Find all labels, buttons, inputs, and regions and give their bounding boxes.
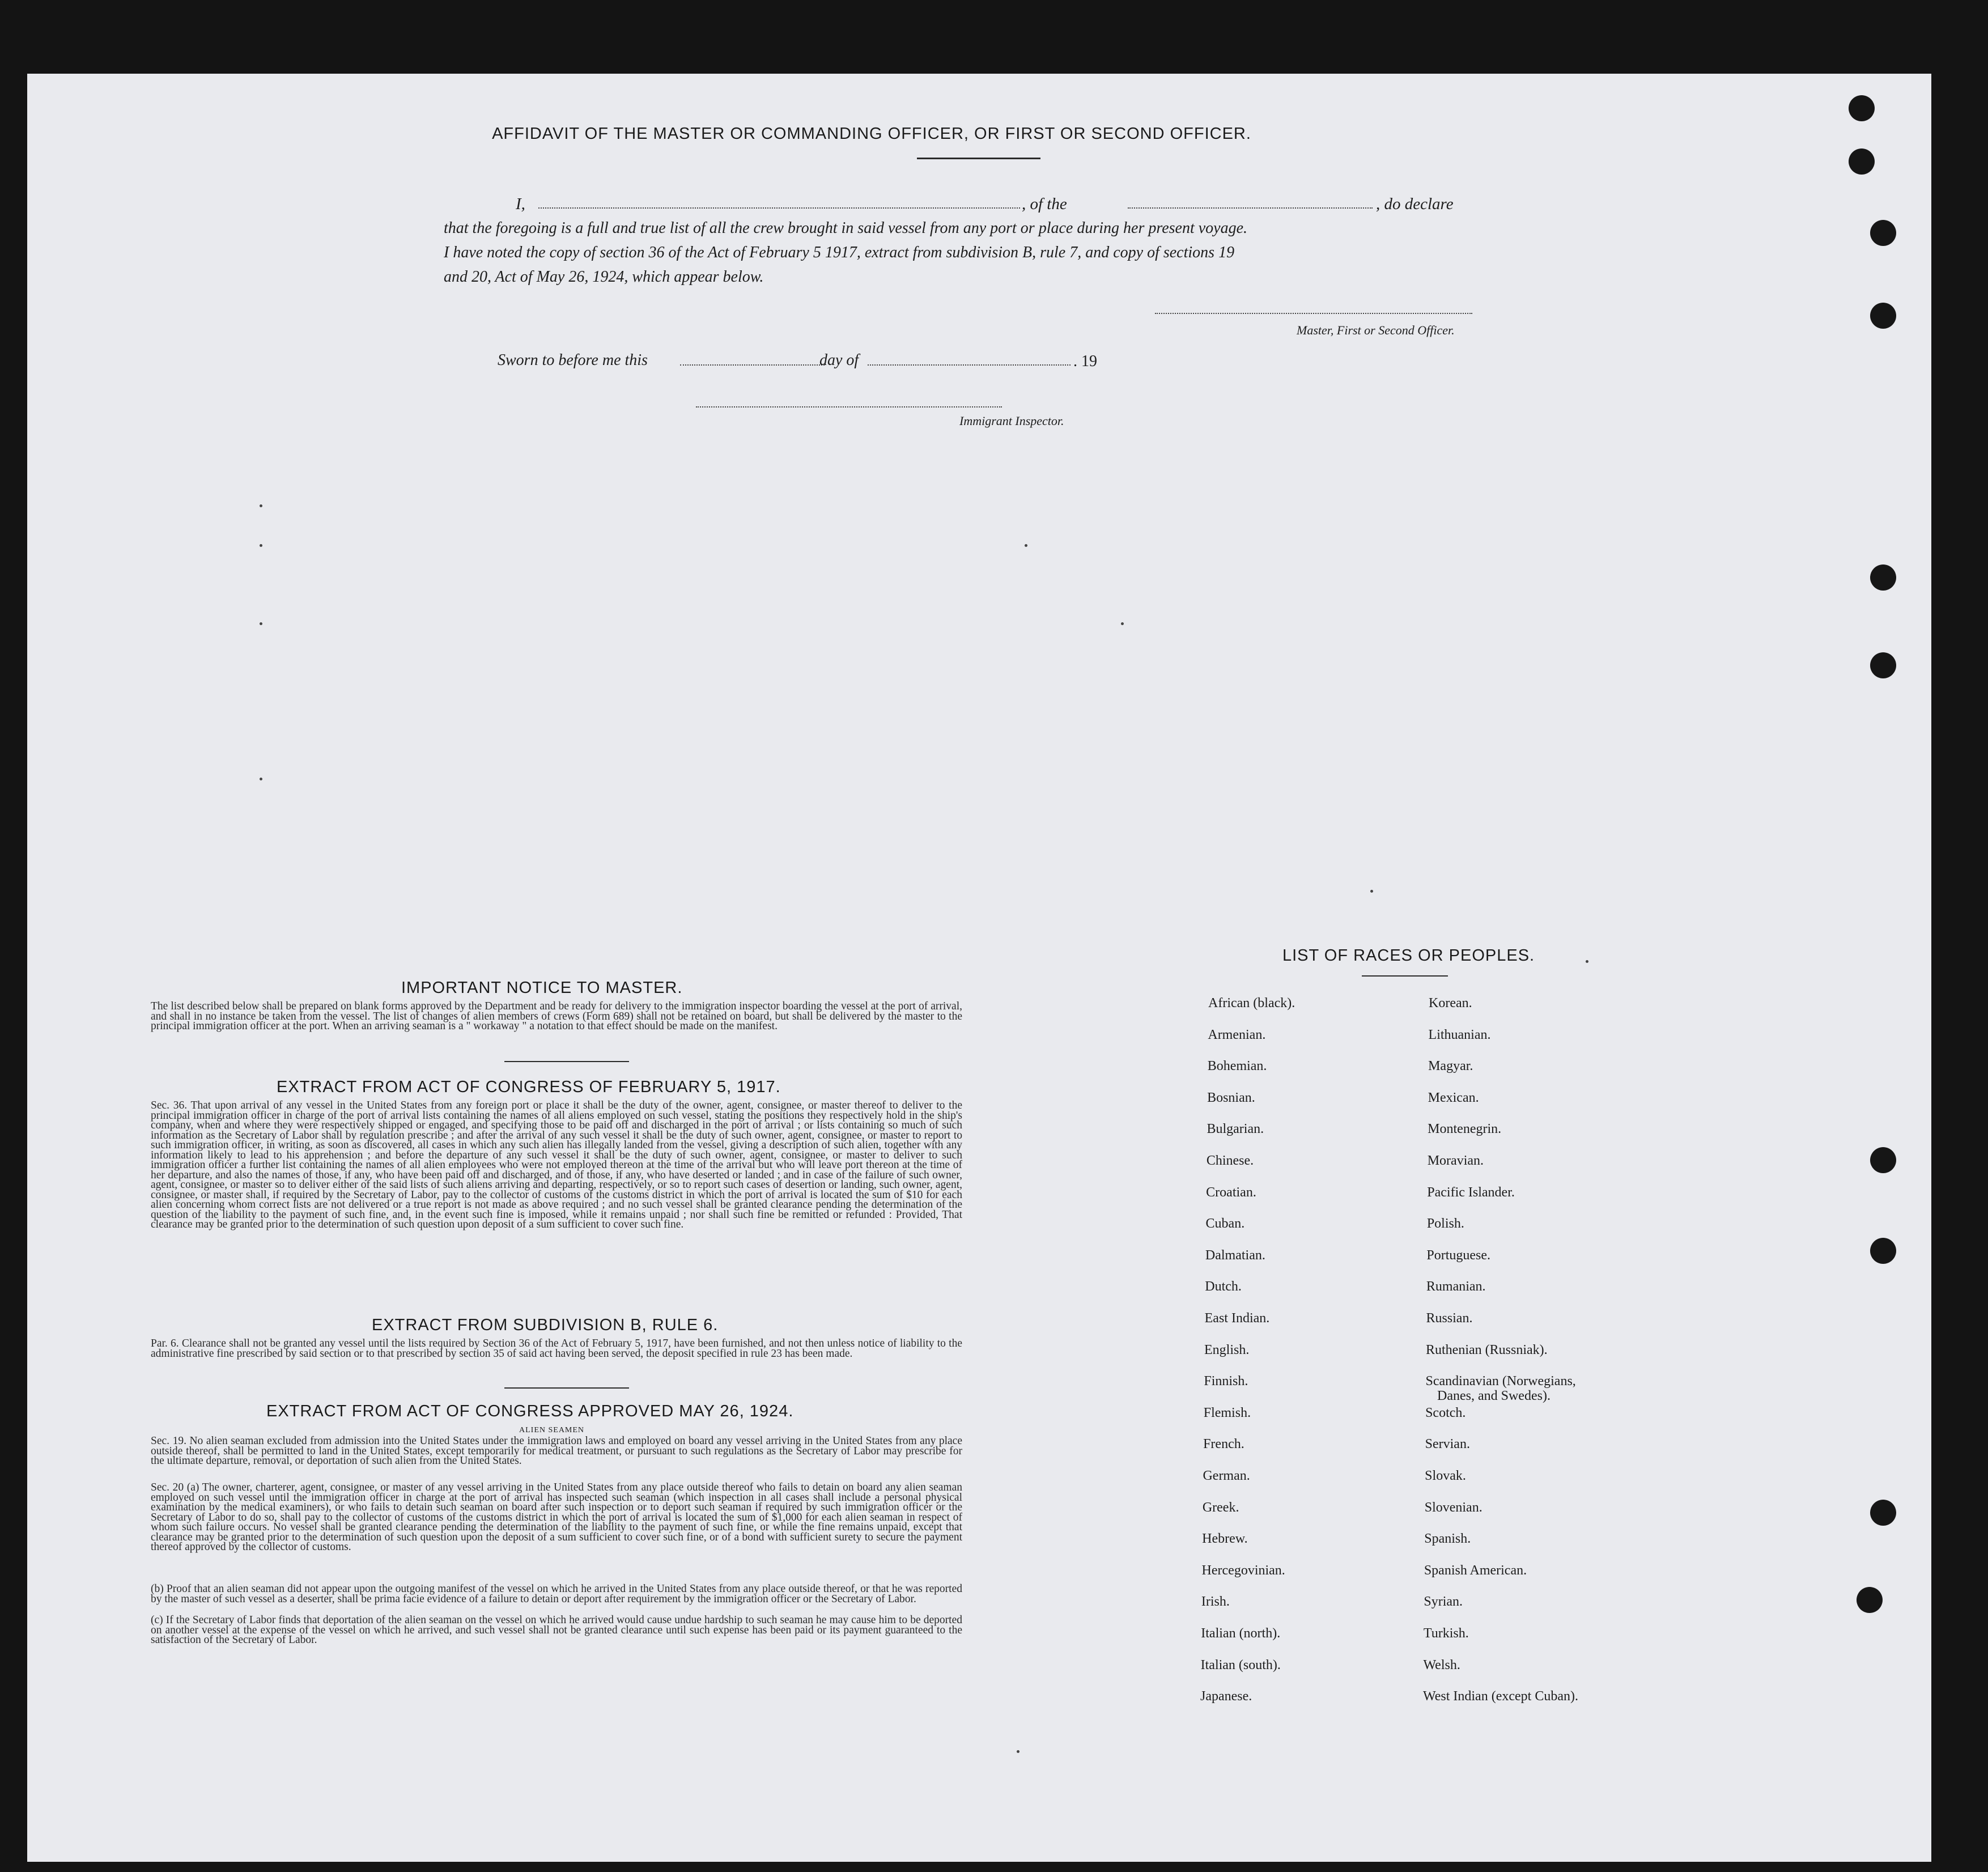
speck [260, 504, 262, 507]
declaration-of-the: , of the [1022, 195, 1067, 213]
race-item: Croatian. [1206, 1185, 1256, 1200]
race-item: Polish. [1426, 1216, 1464, 1232]
speck [1370, 890, 1373, 893]
day-of-label: day of [819, 351, 859, 369]
race-item: Syrian. [1424, 1594, 1463, 1610]
section-20a-body: Sec. 20 (a) The owner, charterer, agent, consignee, or master of any vessel arriving in the United States from any place outside thereof who fails to detain on board any alien seaman employed on such vessel until the immigration officer in charge at the port of arrival has inspected such seaman (which inspection in all cases shall include a personal physical examination by the medical examiners), or who fails to detain such seaman on board after such inspection or to deport such seaman if required by such immigration officer or the Secretary of Labor to do so, shall pay to the collector of customs of the customs district in which the port of arrival is located the sum of $1,000 for each alien seaman in respect of whom such failure occurs. No vessel shall be granted clearance pending the determination of the liability to the payment of such fine, or while the fine remains unpaid, except that clearance may be granted prior to the determination of such question upon the deposit of a sum sufficient to cover such fine, or of a bond with sufficient surety to secure the payment thereof approved by the collector of customs. [151, 1482, 962, 1553]
binder-hole [1870, 652, 1896, 678]
race-item: Dalmatian. [1205, 1247, 1265, 1263]
race-item: Pacific Islander. [1427, 1185, 1515, 1200]
sworn-month-blank[interactable] [868, 364, 1071, 366]
inspector-label: Immigrant Inspector. [959, 414, 1064, 428]
binder-hole [1857, 1587, 1883, 1613]
race-item: German. [1203, 1468, 1250, 1483]
extract-1924-title: EXTRACT FROM ACT OF CONGRESS APPROVED MAY 26, 1924. [266, 1402, 794, 1420]
affidavit-title: AFFIDAVIT OF THE MASTER OR COMMANDING OFFICER, OR FIRST OR SECOND OFFICER. [492, 125, 1251, 143]
speck [1025, 544, 1027, 547]
speck [1017, 1750, 1020, 1753]
race-item: Magyar. [1428, 1059, 1473, 1074]
declaration-line-2: that the foregoing is a full and true list of all the crew brought in said vessel from any port or place during her present voyage. [444, 219, 1248, 237]
binder-hole [1870, 220, 1896, 246]
races-underline [1362, 975, 1448, 977]
race-item: Hercegovinian. [1201, 1563, 1285, 1578]
race-item: Armenian. [1208, 1027, 1266, 1042]
name-blank[interactable] [538, 207, 1020, 209]
inspector-signature-blank[interactable] [696, 406, 1002, 407]
document-sheet [27, 74, 1931, 1862]
divider-1 [504, 1061, 629, 1062]
race-item: Servian. [1425, 1437, 1470, 1452]
race-item: African (black). [1208, 996, 1295, 1011]
race-item: Montenegrin. [1428, 1122, 1502, 1137]
race-item: East Indian. [1204, 1311, 1270, 1326]
race-scandinavian-continued: Danes, and Swedes). [1437, 1389, 1551, 1403]
race-item: Slovak. [1425, 1468, 1466, 1483]
race-item: Slovenian. [1424, 1500, 1482, 1515]
signature-blank[interactable] [1155, 313, 1472, 314]
race-item: Irish. [1201, 1594, 1230, 1610]
race-item: Chinese. [1206, 1153, 1254, 1168]
speck [1586, 960, 1588, 963]
race-item: Greek. [1202, 1500, 1239, 1515]
subdivision-b-title: EXTRACT FROM SUBDIVISION B, RULE 6. [372, 1316, 719, 1334]
binder-hole [1870, 1500, 1896, 1526]
race-item: Lithuanian. [1428, 1027, 1491, 1042]
binder-hole [1870, 1238, 1896, 1264]
race-item: Japanese. [1200, 1689, 1252, 1704]
race-item: West Indian (except Cuban). [1423, 1689, 1578, 1704]
binder-hole [1849, 148, 1875, 175]
race-item: Hebrew. [1202, 1531, 1248, 1547]
binder-hole [1870, 564, 1896, 591]
race-item: Flemish. [1203, 1405, 1251, 1420]
sworn-text: Sworn to before me this [498, 351, 648, 369]
alien-seamen-subtitle: ALIEN SEAMEN [519, 1426, 585, 1434]
race-item: French. [1203, 1437, 1244, 1452]
speck [260, 544, 262, 547]
race-item: Portuguese. [1426, 1247, 1491, 1263]
race-item: Moravian. [1427, 1153, 1484, 1168]
place-blank[interactable] [1128, 207, 1373, 209]
race-item: Dutch. [1205, 1279, 1242, 1294]
race-item: Ruthenian (Russniak). [1426, 1342, 1548, 1357]
section-20c-body: (c) If the Secretary of Labor finds that deportation of the alien seaman on the vessel on which he arrived would cause undue hardship to such seaman he may cause him to be deported on another vessel at the expense of the vessel on which he arrived, and such vessel shall not be granted clearance until such expense has been paid or its payment guaranteed to the satisfaction of the Secretary of Labor. [151, 1614, 962, 1646]
subdivision-b-body: Par. 6. Clearance shall not be granted any vessel until the lists required by Section 36 of the Act of February 5, 1917, have been furnished, and not then unless notice of liability to the administrative fine prescribed by said section or to that prescribed by section 35 of said act having been served, the deposit specified in rule 23 has been made. [151, 1338, 962, 1360]
declaration-i: I, [516, 195, 525, 213]
race-item: Cuban. [1205, 1216, 1245, 1232]
race-item: Korean. [1429, 996, 1472, 1011]
binder-hole [1849, 95, 1875, 121]
sworn-day-blank[interactable] [680, 364, 825, 366]
races-title: LIST OF RACES OR PEOPLES. [1282, 946, 1535, 965]
divider-2 [504, 1387, 629, 1389]
section-20b-body: (b) Proof that an alien seaman did not appear upon the outgoing manifest of the vessel on which he arrived in the United States from any place outside thereof, or that he was reported by the master of such vessel as a deserter, shall be prima facie evidence of a failure to detain or deport after requirement by the immigration officer or the Secretary of Labor. [151, 1583, 962, 1605]
race-item: Turkish. [1423, 1626, 1469, 1641]
extract-1917-title: EXTRACT FROM ACT OF CONGRESS OF FEBRUARY 5, 1917. [277, 1078, 781, 1096]
race-item: Spanish American. [1424, 1563, 1527, 1578]
race-item: Spanish. [1424, 1531, 1471, 1547]
declaration-line-3: I have noted the copy of section 36 of the Act of February 5 1917, extract from subdivision B, rule 7, and copy of sections 19 [444, 244, 1235, 261]
speck [260, 778, 262, 780]
section-19-body: Sec. 19. No alien seaman excluded from admission into the United States under the immigration laws and employed on board any vessel arriving in the United States from any place outside thereof, shall be permitted to land in the United States, except temporarily for medical treatment, or pursuant to such regulations as the Secretary of Labor may prescribe for the ultimate departure, removal, or deportation of such alien from the United States. [151, 1435, 962, 1467]
binder-hole [1870, 303, 1896, 329]
notice-body: The list described below shall be prepared on blank forms approved by the Department and be ready for delivery to the immigration inspector boarding the vessel at the port of arrival, and shall in no instance be taken from the vessel. The list of changes of alien members of crews (Form 689) shall not be retained on board, but shall be delivered by the master to the principal immigration officer at the port. When an arriving seaman is a " workaway " a notation to that effect should be made on the manifest. [151, 1000, 962, 1032]
race-item: Welsh. [1423, 1657, 1460, 1673]
race-item: English. [1204, 1342, 1250, 1357]
binder-hole [1870, 1147, 1896, 1173]
speck [260, 622, 262, 625]
race-item: Italian (north). [1201, 1626, 1281, 1641]
race-item: Scotch. [1425, 1405, 1466, 1420]
race-item: Mexican. [1428, 1090, 1479, 1105]
race-item: Russian. [1426, 1311, 1473, 1326]
race-item: Finnish. [1204, 1374, 1248, 1389]
race-item: Scandinavian (Norwegians, [1425, 1374, 1576, 1389]
race-item: Italian (south). [1200, 1657, 1281, 1673]
extract-1917-body: Sec. 36. That upon arrival of any vessel in the United States from any foreign port or place it shall be the duty of the owner, agent, consignee, or master thereof to deliver to the principal immigration officer in charge of the port of arrival lists containing the names of all aliens employed on such vessel, stating the positions they respectively hold in the ship's company, when and where they were respectively shipped or engaged, and specifying those to be paid off and discharged in the port of arrival ; or lists containing so much of such information as the Secretary of Labor shall by regulation prescribe ; and after the arrival of any such vessel it shall be the duty of such owner, agent, consignee, or master to report to such immigration officer, in writing, as soon as discovered, all cases in which any such alien has illegally landed from the vessel, giving a description of such alien, together with any information likely to lead to his apprehension ; and before the departure of any such vessel it shall be the duty of such owner, agent, consignee, or master to deliver to such immigration officer a further list containing the names of all alien employees who were not employed thereon at the time of the arrival but who will leave port thereon at the time of her departure, and also the names of those, if any, who have been paid off and discharged, and of those, if any, who have deserted or landed ; and in case of the failure of such owner, agent, consignee, or master so to deliver either of the said lists of such aliens arriving and departing, respectively, or so to report such cases of desertion or landing, such owner, agent, consignee, or master shall, if required by the Secretary of Labor, pay to the collector of customs of the customs district in which the port of arrival is located the sum of $10 for each alien concerning whom correct lists are not delivered or a true report is not made as above required ; and no such vessel shall be granted clearance pending the determination of the question of the liability to the payment of such fine, and, in the event such fine is imposed, while it remains unpaid ; nor shall such fine be remitted or refunded : Provided, That clearance may be granted prior to the determination of such question upon deposit of a sum sufficient to cover such fine. [151, 1100, 962, 1230]
year-prefix: . 19 [1073, 353, 1097, 370]
race-item: Bulgarian. [1207, 1122, 1264, 1137]
declaration-declare: , do declare [1376, 195, 1454, 213]
declaration-line-4: and 20, Act of May 26, 1924, which appear below. [444, 268, 764, 286]
signature-label: Master, First or Second Officer. [1297, 323, 1455, 337]
title-underline [917, 158, 1040, 159]
speck [1121, 622, 1124, 625]
notice-title: IMPORTANT NOTICE TO MASTER. [401, 979, 683, 997]
race-item: Bohemian. [1207, 1059, 1267, 1074]
race-item: Bosnian. [1207, 1090, 1255, 1105]
race-item: Rumanian. [1426, 1279, 1486, 1294]
